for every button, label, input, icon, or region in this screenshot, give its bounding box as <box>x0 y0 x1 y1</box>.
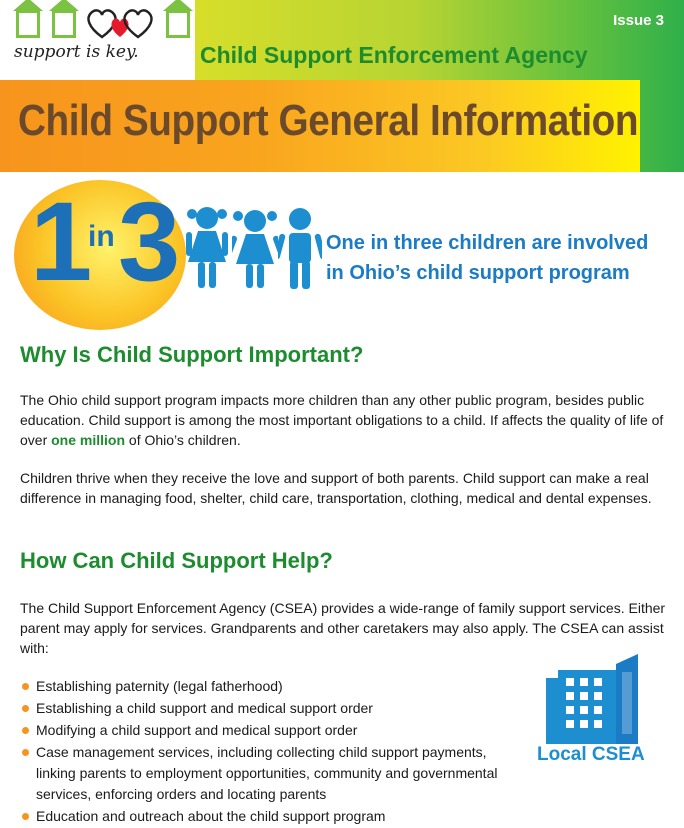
boy-icon <box>278 206 322 290</box>
stat-caption <box>326 228 648 288</box>
building-label: Local CSEA <box>537 744 645 765</box>
stat-one: 1 <box>30 179 87 304</box>
agency-name: Child Support Enforcement Agency <box>200 42 588 68</box>
stat-caption-line2: in Ohio’s child support program <box>326 262 630 284</box>
building-icon <box>538 652 648 748</box>
list-item: Establishing paternity (legal fatherhood) <box>20 676 520 697</box>
house-icon <box>16 10 40 38</box>
paragraph-thrive: Children thrive when they receive the love and support of both parents. Child support can make a real difference in managing food, shelter, child care, transportation, clothing, medical and dental expenses. <box>20 470 652 506</box>
girl-icon <box>184 204 230 290</box>
stat-three: 3 <box>118 179 181 304</box>
section-heading-important: Why Is Child Support Important? <box>20 342 364 367</box>
stat-caption-line1: One in three children are involved <box>326 232 649 254</box>
house-icon <box>166 10 190 38</box>
logo <box>0 0 195 76</box>
list-item: Modifying a child support and medical support order <box>20 720 520 741</box>
girl-icon <box>232 208 278 290</box>
issue-number: Issue 3 <box>613 12 664 29</box>
hearts-icon <box>84 6 156 40</box>
house-icon <box>52 10 76 38</box>
logo-tagline: support is key. <box>14 42 139 62</box>
list-item: Education and outreach about the child support program <box>20 806 520 827</box>
paragraph-text: The Ohio child support program impacts more children than any other public program, besides public education. Child support is among the most important obligations to a child. If affects the quality of life of over <box>20 392 664 448</box>
highlight-one-million: one million <box>51 432 126 448</box>
paragraph-csea-intro: The Child Support Enforcement Agency (CSEA) provides a wide-range of family support services. Either parent may apply for services. Grandparents and other caretakers may also apply. The CSEA can assist with: <box>20 600 666 656</box>
section-heading-help: How Can Child Support Help? <box>20 548 333 573</box>
list-item: Case management services, including collecting child support payments, linking parents to employment opportunities, community and governmental services, enforcing orders and locating parents <box>20 742 520 805</box>
page-title: Child Support General Information <box>18 96 639 145</box>
list-item: Establishing a child support and medical support order <box>20 698 520 719</box>
stat-in: in <box>88 220 115 253</box>
paragraph-impact <box>20 390 670 450</box>
services-list <box>20 676 520 828</box>
paragraph-text: of Ohio’s children. <box>125 432 241 448</box>
